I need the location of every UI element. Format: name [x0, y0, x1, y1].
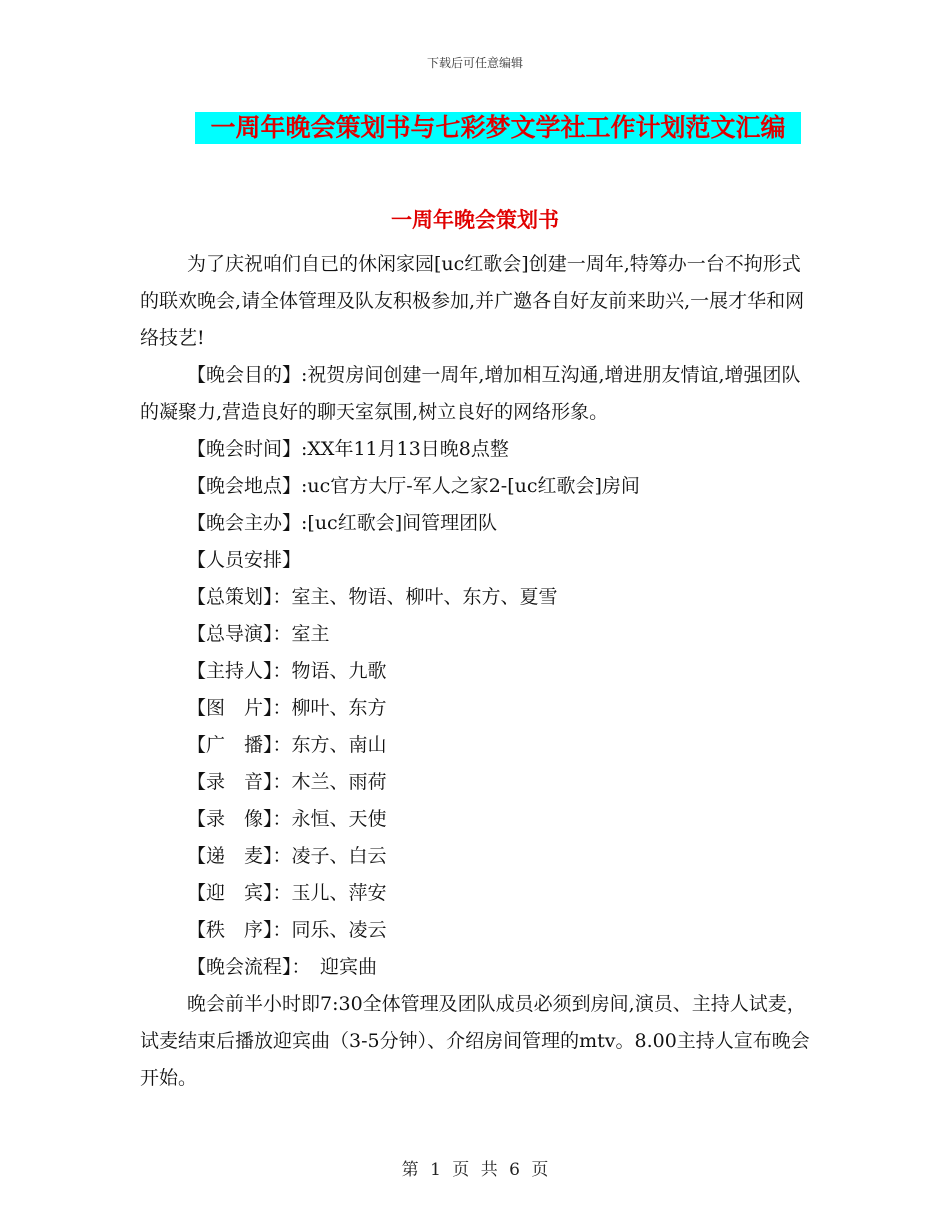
staff-line-reception: 【迎 宾】：玉儿、萍安 — [187, 882, 387, 904]
staff-line-chief-planner: 【总策划】：室主、物语、柳叶、东方、夏雪 — [187, 586, 558, 608]
staff-line-hosts: 【主持人】：物语、九歌 — [187, 660, 387, 682]
staff-line-pictures: 【图 片】：柳叶、东方 — [187, 697, 387, 719]
closing-paragraph: 晚会前半小时即7:30全体管理及团队成员必须到房间,演员、主持人试麦，试麦结束后播放迎宾曲（3-5分钟）、介绍房间管理的mtv。8.00主持人宣布晚会开始。 — [140, 993, 810, 1089]
organizer-line: 【晚会主办】:[uc红歌会]间管理团队 — [187, 512, 498, 534]
staff-heading: 【人员安排】 — [187, 549, 302, 571]
header-note: 下载后可任意编辑 — [426, 56, 523, 70]
staff-line-order: 【秩 序】：同乐、凌云 — [187, 919, 387, 941]
location-line: 【晚会地点】:uc官方大厅-军人之家2-[uc红歌会]房间 — [187, 475, 640, 497]
section-title: 一周年晚会策划书 — [391, 208, 559, 232]
document-body — [140, 246, 812, 1097]
staff-line-audio: 【录 音】：木兰、雨荷 — [187, 771, 387, 793]
intro-paragraph: 为了庆祝咱们自已的休闲家园[uc红歌会]创建一周年,特筹办一台不拘形式的联欢晚会,请全体管理及队友积极参加,并广邀各自好友前来助兴,一展才华和网络技艺! — [140, 253, 805, 349]
purpose-paragraph: 【晚会目的】:祝贺房间创建一周年,增加相互沟通,增进朋友情谊,增强团队的凝聚力,营造良好的聊天室氛围,树立良好的网络形象。 — [140, 364, 801, 423]
page-footer: 第 1 页 共 6 页 — [401, 1160, 549, 1180]
process-line: 【晚会流程】： 迎宾曲 — [187, 956, 378, 978]
staff-line-video: 【录 像】：永恒、天使 — [187, 808, 387, 830]
staff-line-chief-director: 【总导演】：室主 — [187, 623, 330, 645]
document-title: 一周年晚会策划书与七彩梦文学社工作计划范文汇编 — [195, 112, 801, 144]
staff-line-broadcast: 【广 播】：东方、南山 — [187, 734, 387, 756]
time-line: 【晚会时间】:XX年11月13日晚8点整 — [187, 438, 509, 460]
staff-line-mic: 【递 麦】：凌子、白云 — [187, 845, 387, 867]
